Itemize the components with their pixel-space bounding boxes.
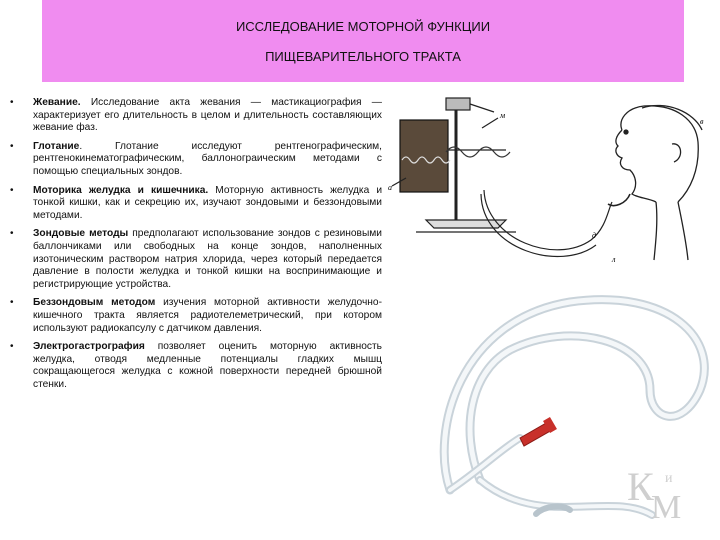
figure-label-l: л: [612, 255, 616, 264]
item-term: Глотание: [33, 140, 80, 152]
km-logo: [625, 460, 695, 520]
item-text: предполагают использование зондов с резиновыми баллончиками или свободных на конце зондов, наполненных изотоническим раствором натрия хлорида, через который передается давление в полости желудка и тонкой кишки на воспринимающие и регистрирующие устройства.: [33, 228, 382, 290]
item-text: изучения моторной активности желудочно-кишечного тракта является радиотелеметрический, при котором используют радиокапсулу с датчиком давления.: [33, 297, 382, 334]
item-text: Исследование акта жевания — мастикациография — характеризует его длительность в целом и длительность составляющих жевание фаз.: [33, 97, 382, 134]
logo-letter-i: и: [665, 471, 673, 486]
figure-label-m: м: [500, 111, 506, 120]
bullet-icon: •: [10, 140, 14, 152]
item-term: Зондовые методы: [33, 228, 129, 240]
bullet-icon: •: [10, 184, 14, 196]
bullet-icon: •: [10, 97, 14, 108]
title-banner: [42, 0, 684, 82]
item-term: Жевание.: [33, 97, 81, 108]
list-item: [10, 297, 382, 335]
apparatus-illustration: [386, 90, 716, 280]
item-text: позволяет оценить моторную активность желудка, отводя медленные потенциалы гладких мышц сокращающегося желудка с кожной поверхности передней брюшной стенки.: [33, 341, 382, 390]
list-item: [10, 185, 382, 223]
logo-letter-k: К: [627, 464, 654, 509]
item-term: Беззондовым методом: [33, 297, 156, 309]
bullet-icon: •: [10, 297, 14, 309]
bullet-list: [10, 97, 382, 397]
item-term: Электрогастрография: [33, 341, 145, 353]
list-item: [10, 97, 382, 135]
item-text: Моторную активность желудка и тонкой кишки, как и секрецию их, изучают зондовыми и беззондовыми методами.: [33, 184, 383, 221]
item-text: . Глотание исследуют рентгенографическим, рентгенокинематографическим, баллонограическим методами с помощью специальных зондов.: [33, 140, 382, 177]
logo-letter-m: М: [651, 489, 682, 520]
bullet-icon: •: [10, 228, 14, 240]
list-item: [10, 228, 382, 291]
title-line-2: ПИЩЕВАРИТЕЛЬНОГО ТРАКТА: [265, 49, 461, 64]
figure-label-a: а: [388, 183, 392, 192]
list-item: [10, 141, 382, 179]
bullet-icon: •: [10, 341, 14, 353]
title-line-1: ИССЛЕДОВАНИЕ МОТОРНОЙ ФУНКЦИИ: [235, 19, 491, 34]
item-term: Моторика желудка и кишечника.: [33, 184, 209, 196]
figure-label-b: в: [700, 117, 704, 126]
list-item: [10, 341, 382, 391]
figure-label-d: д: [592, 231, 597, 240]
